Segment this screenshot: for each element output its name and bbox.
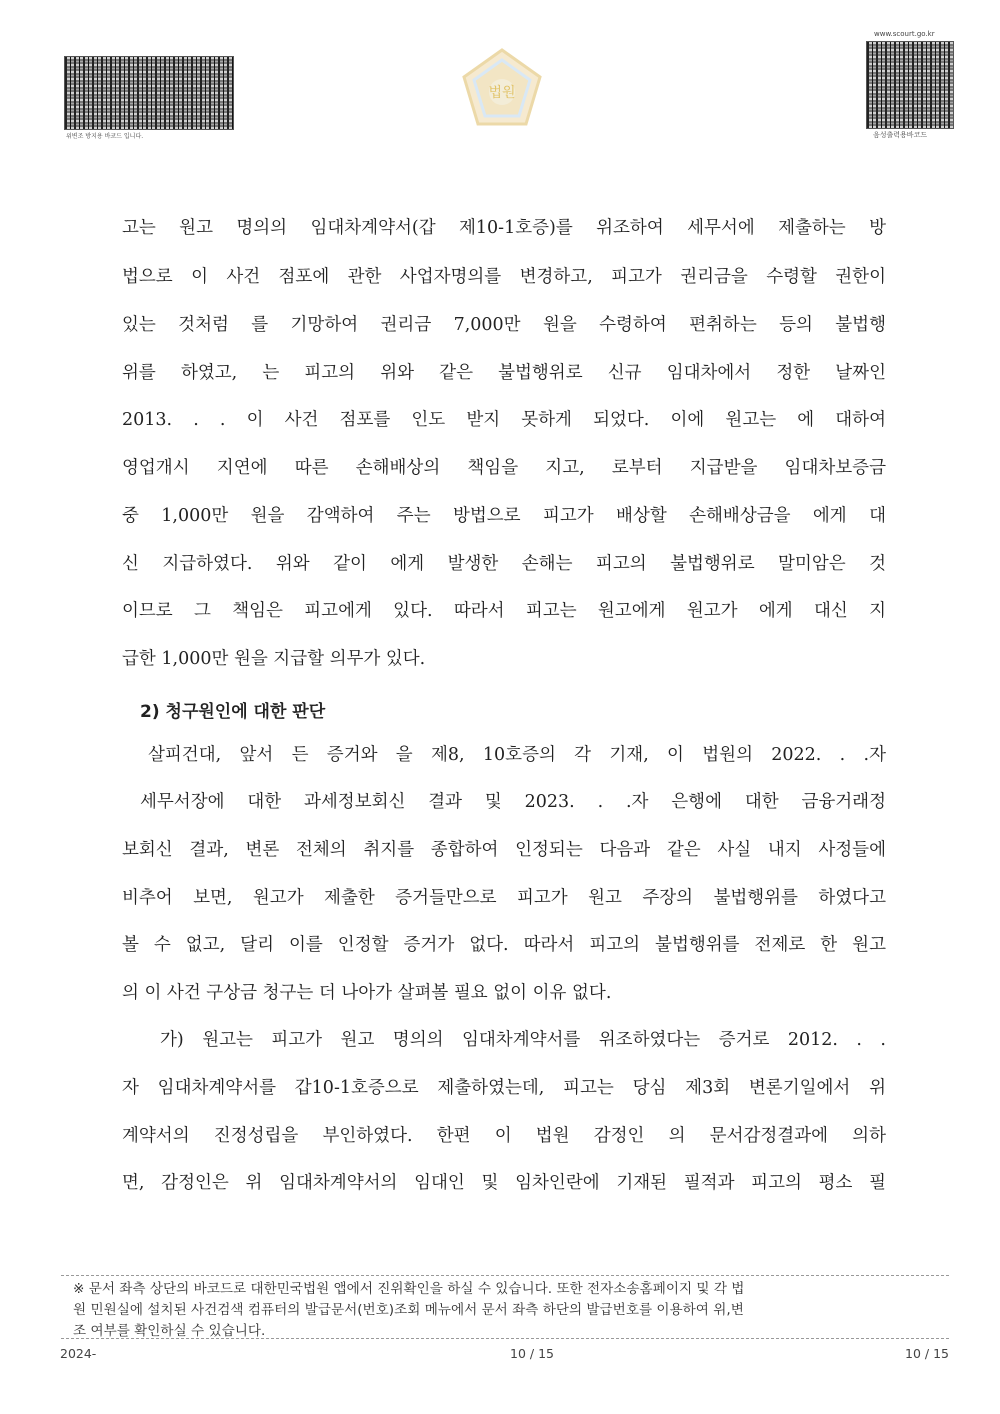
notice-line: ※ 문서 좌측 상단의 바코드로 대한민국법원 앱에서 진위확인을 하실 수 있습니다. 또한 전자소송홈페이지 및 각 법 [73, 1281, 745, 1297]
body-line: 자 임대차계약서를 갑10-1호증으로 제출하였는데, 피고는 당심 제3회 변론기일에서 위 [122, 1078, 886, 1098]
body-line: 급한 1,000만 원을 지급할 의무가 있다. [122, 649, 426, 669]
body-line: 가) 원고는 피고가 원고 명의의 임대차계약서를 위조하였다는 증거로 2012. . . [160, 1030, 886, 1050]
body-line: 고는 원고 명의의 임대차계약서(갑 제10-1호증)를 위조하여 세무서에 제출하는 방 [122, 218, 886, 238]
voice-output-barcode [866, 41, 954, 129]
body-line: 비추어 보면, 원고가 제출한 증거들만으로 피고가 원고 주장의 불법행위를 하였다고 [122, 888, 886, 908]
body-line: 계약서의 진정성립을 부인하였다. 한편 이 법원 감정인 의 문서감정결과에 의하 [122, 1126, 886, 1146]
body-line: 살피건대, 앞서 든 증거와 을 제8, 10호증의 각 기재, 이 법원의 2022. . .자 [148, 745, 886, 765]
court-website-url: www.scourt.go.kr [874, 30, 935, 38]
body-line: 이므로 그 책임은 피고에게 있다. 따라서 피고는 원고에게 원고가 에게 대신 지 [122, 601, 886, 621]
body-line: 볼 수 없고, 달리 이를 인정할 증거가 없다. 따라서 피고의 불법행위를 전제로 한 원고 [122, 935, 886, 955]
body-line: 보회신 결과, 변론 전체의 취지를 종합하여 인정되는 다음과 같은 사실 내지 사정들에 [122, 840, 886, 860]
body-line: 위를 하였고, 는 피고의 위와 같은 불법행위로 신규 임대차에서 정한 날짜인 [122, 363, 886, 383]
left-barcode-caption: 위변조 방지용 바코드 입니다. [66, 133, 144, 140]
section-heading: 2) 청구원인에 대한 판단 [140, 702, 326, 722]
notice-line: 원 민원실에 설치된 사건검색 컴퓨터의 발급문서(번호)조회 메뉴에서 문서 좌측 하단의 발급번호를 이용하여 위,변 [73, 1302, 744, 1318]
body-line: 있는 것처럼 를 기망하여 권리금 7,000만 원을 수령하여 편취하는 등의 불법행 [122, 315, 886, 335]
issue-number: 2024- [60, 1346, 97, 1361]
body-line: 신 지급하였다. 위와 같이 에게 발생한 손해는 피고의 불법행위로 말미암은 것 [122, 554, 886, 574]
seal-label: 법원 [488, 85, 516, 101]
page-number-right: 10 / 15 [905, 1346, 949, 1361]
right-barcode-caption: 음성출력용바코드 [873, 131, 928, 139]
body-line: 의 이 사건 구상금 청구는 더 나아가 살펴볼 필요 없이 이유 없다. [122, 983, 612, 1003]
notice-line: 조 여부를 확인하실 수 있습니다. [73, 1323, 266, 1339]
anti-forgery-barcode [64, 56, 234, 130]
body-line: 중 1,000만 원을 감액하여 주는 방법으로 피고가 배상할 손해배상금을 에게 대 [122, 506, 886, 526]
body-line: 면, 감정인은 위 임대차계약서의 임대인 및 임차인란에 기재된 필적과 피고의 평소 필 [122, 1173, 886, 1193]
page-number-center: 10 / 15 [510, 1346, 554, 1361]
body-line: 영업개시 지연에 따른 손해배상의 책임을 지고, 로부터 지급받을 임대차보증금 [122, 458, 886, 478]
body-line: 2013. . . 이 사건 점포를 인도 받지 못하게 되었다. 이에 원고는 에 대하여 [122, 410, 886, 430]
body-line: 세무서장에 대한 과세정보회신 결과 및 2023. . .자 은행에 대한 금융거래정 [140, 792, 886, 812]
verification-notice [61, 1275, 949, 1339]
body-line: 법으로 이 사건 점포에 관한 사업자명의를 변경하고, 피고가 권리금을 수령할 권한이 [122, 267, 886, 287]
court-seal-icon [460, 46, 544, 130]
